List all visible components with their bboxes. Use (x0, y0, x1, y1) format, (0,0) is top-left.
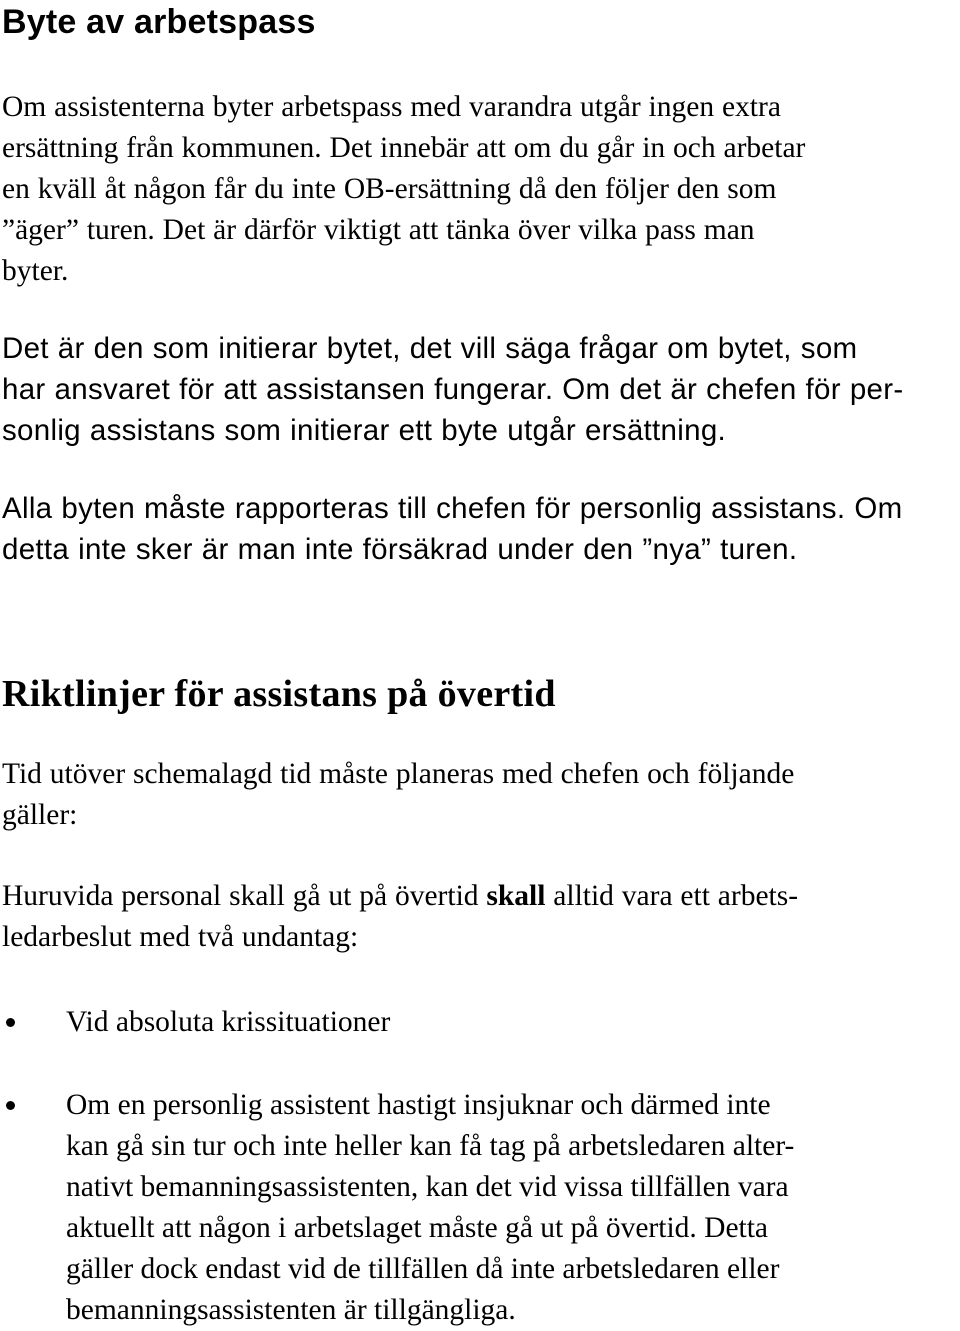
text-line: aktuellt att någon i arbetslaget måste gå ut på övertid. Detta (66, 1212, 769, 1244)
heading-overtime-guidelines: Riktlinjer för assistans på övertid (2, 673, 556, 715)
list-item (2, 1002, 948, 1043)
text-line: Om assistenterna byter arbetspass med varandra utgår ingen extra (2, 91, 781, 123)
text-line: detta inte sker är man inte försäkrad under den ”nya” turen. (2, 533, 798, 566)
bullet-icon (6, 1018, 15, 1027)
heading-shift-swap: Byte av arbetspass (2, 3, 316, 41)
text-line: gäller: (2, 799, 78, 831)
paragraph-shift-swap-compensation (2, 87, 948, 292)
text-line: byter. (2, 255, 69, 287)
exceptions-list (2, 1002, 948, 1331)
paragraph-overtime-planning (2, 754, 948, 836)
text-line: gäller dock endast vid de tillfällen då inte arbetsledaren eller (66, 1253, 780, 1285)
paragraph-overtime-decision (2, 876, 948, 958)
text-line: ”äger” turen. Det är därför viktigt att tänka över vilka pass man (2, 214, 755, 246)
text-line: ersättning från kommunen. Det innebär att om du går in och arbetar (2, 132, 806, 164)
list-item (2, 1085, 948, 1331)
paragraph-initiator-responsibility (2, 328, 948, 451)
text-line: kan gå sin tur och inte heller kan få tag på arbetsledaren alter- (66, 1130, 795, 1162)
text-span: alltid vara ett arbets- (545, 880, 799, 912)
text-line: ledarbeslut med två undantag: (2, 921, 359, 953)
text-span: Huruvida personal skall gå ut på övertid (2, 880, 487, 912)
bullet-icon (6, 1101, 15, 1110)
paragraph-report-swaps (2, 488, 948, 570)
text-line: bemanningsassistenten är tillgängliga. (66, 1294, 516, 1326)
text-line: Om en personlig assistent hastigt insjuknar och därmed inte (66, 1089, 771, 1121)
text-line: Alla byten måste rapporteras till chefen för personlig assistans. Om (2, 492, 903, 525)
text-line: nativt bemanningsassistenten, kan det vid vissa tillfällen vara (66, 1171, 789, 1203)
text-line: Tid utöver schemalagd tid måste planeras med chefen och följande (2, 758, 795, 790)
text-line: sonlig assistans som initierar ett byte utgår ersättning. (2, 414, 727, 447)
text-line: har ansvaret för att assistansen fungerar. Om det är chefen för per- (2, 373, 904, 406)
text-line: Det är den som initierar bytet, det vill säga frågar om bytet, som (2, 332, 858, 365)
text-line: Vid absoluta krissituationer (66, 1006, 391, 1038)
emphasis-skall: skall (486, 880, 546, 912)
text-line: en kväll åt någon får du inte OB-ersättning då den följer den som (2, 173, 777, 205)
